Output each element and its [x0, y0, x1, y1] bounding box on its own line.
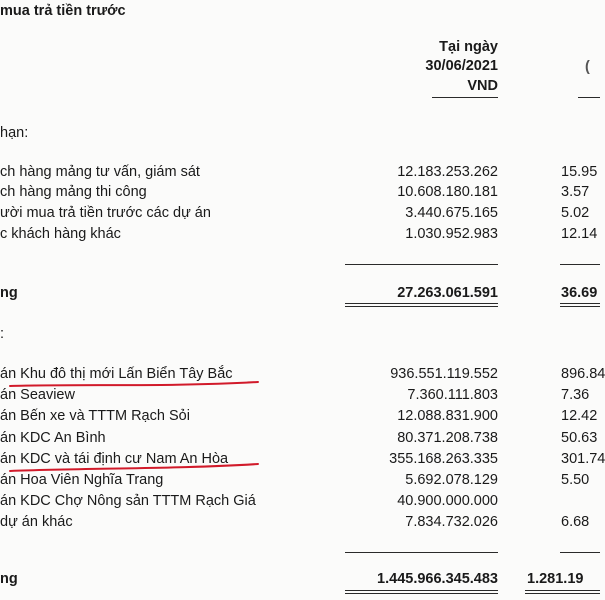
section-title: mua trả tiền trước: [0, 3, 126, 19]
row-value: 936.551.119.552: [390, 366, 498, 382]
group2-total-value-col2: 1.281.19: [527, 571, 584, 587]
row-value: 12.088.831.900: [397, 408, 498, 424]
row-value-col2: 12.14: [561, 226, 598, 242]
row-label: án KDC và tái định cư Nam An Hòa: [0, 451, 229, 467]
row-label: ch hàng mảng thi công: [0, 184, 147, 200]
row-label: ch hàng mảng tư vấn, giám sát: [0, 164, 200, 180]
row-value: 40.900.000.000: [397, 493, 498, 509]
row-value: 7.360.111.803: [407, 387, 498, 403]
row-label: án Seaview: [0, 387, 75, 403]
group1-label: hạn:: [0, 125, 29, 141]
red-underline-khu-do-thi: [10, 382, 258, 386]
row-value: 10.608.180.181: [397, 184, 498, 200]
row-value: 1.030.952.983: [405, 226, 498, 242]
row-value-col2: 6.68: [561, 514, 590, 530]
row-value-col2: 5.50: [561, 472, 590, 488]
row-value: 80.371.208.738: [397, 430, 498, 446]
row-value: 12.183.253.262: [397, 164, 498, 180]
row-value-col2: 3.57: [561, 184, 590, 200]
row-label: dự án khác: [0, 514, 73, 530]
row-label: án Bến xe và TTTM Rạch Sỏi: [0, 408, 190, 424]
group1-total-value: 27.263.061.591: [397, 285, 498, 301]
group1-total-label: ng: [0, 285, 18, 301]
row-label: án Hoa Viên Nghĩa Trang: [0, 472, 164, 488]
row-label: án KDC Chợ Nông sản TTTM Rạch Giá: [0, 493, 256, 509]
row-value-col2: 5.02: [561, 205, 590, 221]
row-value: 355.168.263.335: [389, 451, 498, 467]
group1-total-value-col2: 36.69: [561, 285, 598, 301]
group2-label: :: [0, 326, 5, 342]
row-value-col2: 12.42: [561, 408, 598, 424]
row-label: án Khu đô thị mới Lấn Biển Tây Bắc: [0, 366, 233, 382]
row-label: c khách hàng khác: [0, 226, 121, 242]
row-value: 5.692.078.129: [405, 472, 498, 488]
col-header-date: 30/06/2021: [425, 58, 498, 74]
row-value-col2: 301.74: [561, 451, 605, 467]
row-value: 3.440.675.165: [405, 205, 498, 221]
row-value-col2: 896.84: [561, 366, 605, 382]
col2-header-fragment: (: [585, 59, 590, 75]
row-value-col2: 7.36: [561, 387, 590, 403]
group2-total-value: 1.445.966.345.483: [377, 571, 498, 587]
row-label: ười mua trả tiền trước các dự án: [0, 205, 211, 221]
row-value-col2: 50.63: [561, 430, 598, 446]
row-value-col2: 15.95: [561, 164, 598, 180]
col-header-currency: VND: [467, 78, 498, 94]
red-underline-nam-an-hoa: [10, 464, 258, 471]
col-header-line1: Tại ngày: [439, 39, 498, 55]
group2-total-label: ng: [0, 571, 18, 587]
row-value: 7.834.732.026: [405, 514, 498, 530]
row-label: án KDC An Bình: [0, 430, 106, 446]
